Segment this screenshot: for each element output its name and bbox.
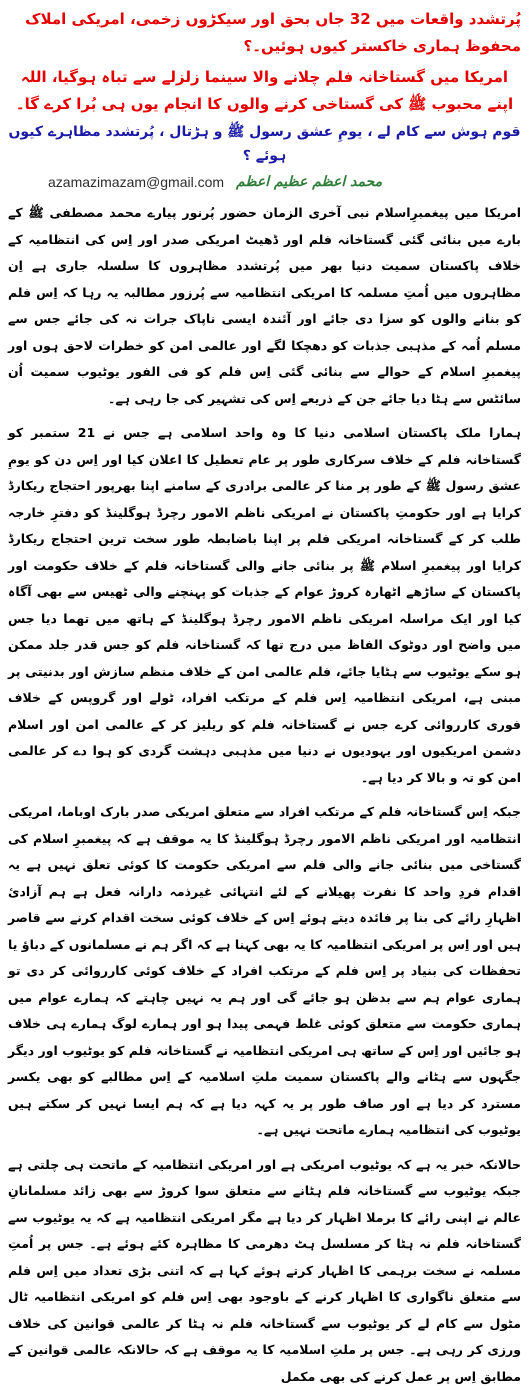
author-name: محمد اعظم عظیم اعظم bbox=[236, 174, 382, 190]
article-paragraph-3: جبکہ اِس گستاخانہ فلم کے مرتکب افراد سے متعلق امریکی صدر بارک اوباما، امریکی انتظامیہ اور امریکی ناظم الامور رچرڈ ہوگلینڈ کا یہ موقف ہے کہ پیغمبرِ اسلام کی گستاخی میں بنائی جانے والی فلم سے امریکی حکومت کا کوئی تعلق نہیں ہے یہ اقدام فردِ واحد کا نفرت پھیلانے کے لئے انتہائی غیرذمہ دارانہ فعل ہے ہم آزادیٔ اظہارِ رائے کی بنا پر فائدہ دیتے ہوئے اِس کے خلاف کوئی سخت اقدام کرنے سے قاصر ہیں اور اِس پر امریکی انتظامیہ کا یہ بھی کہنا ہے کہ اگر ہم نے مسلمانوں کے دباؤ یا تحفظات کی بنیاد پر اِس فلم کے مرتکب افراد کے خلاف کوئی کارروائی کر دی تو ہماری عوام ہم سے بدظن ہو جائے گی اور ہم یہ نہیں چاہتے کہ ہمارے عوام میں ہماری حکومت سے متعلق کوئی غلط فہمی پیدا ہو اور ہمارے لوگ ہمارے ہی خلاف ہو جائیں اور اِس کے ساتھ ہی امریکی انتظامیہ نے گستاخانہ فلم کو یوٹیوب اور دیگر جگہوں سے ہٹانے والے پاکستان سمیت ملتِ اسلامیہ کے اِس مطالبے کو بھی یکسر مسترد کر دیا ہے اور صاف طور پر یہ کہہ دیا ہے کہ ہم ایسا نہیں کر سکتے ہیں یوٹیوب کی انتظامیہ ہمارے ماتحت نہیں ہے۔ bbox=[8, 799, 521, 1144]
article-paragraph-2: ہمارا ملک پاکستان اسلامی دنیا کا وہ واحد اسلامی ہے جس نے 21 ستمبر کو گستاخانہ فلم کے خلاف سرکاری طور پر عام تعطیل کا اعلان کیا اور اِس دن کو یومِ عشق رسول ﷺ کے طور پر منا کر عالمی برادری کے سامنے اپنا بھرپور احتجاج ریکارڈ کرایا ہے اور حکومتِ پاکستان نے امریکی ناظم الامور رچرڈ ہوگلینڈ کو دفترِ خارجہ طلب کر کے گستاخانہ امریکی فلم پر اپنا باضابطہ طور سخت ترین احتجاج ریکارڈ کرایا اور پیغمبرِ اسلام ﷺ پر بنائی جانے والی گستاخانہ فلم کے خلاف حکومت اور پاکستان کے ساڑھے اٹھارہ کروڑ عوام کے جذبات کو پہنچنے والی ٹھیس سے بھی آگاہ کیا اور ایک مراسلہ امریکی ناظم الامور رچرڈ ہوگلینڈ کے ہاتھ میں تھما دیا جس میں واضح اور دوٹوک الفاظ میں درج تھا کہ گستاخانہ فلم کو جس قدر جلد ممکن ہو سکے یوٹیوب سے ہٹایا جائے، فلم عالمی امن کے خلاف منظم سازش اور بدنیتی پر مبنی ہے، امریکی انتظامیہ اِس فلم کے مرتکب افراد، ٹولے اور گروپس کے خلاف فوری کارروائی کرے جس نے گستاخانہ فلم کو ریلیز کر کے عالمی امن اور اسلام دشمن امریکیوں اور یہودیوں نے دنیا میں مذہبی دہشت گردی کو ہوا دے کر عالمی امن کو تہ و بالا کر دیا ہے۔ bbox=[8, 420, 521, 791]
headline-secondary: امریکا میں گستاخانہ فلم چلانے والا سینما زلزلے سے تباہ ہوگیا، اللہ اپنے محبوب ﷺ کی گستاخی کرنے والوں کا انجام یوں ہی بُرا کرے گا۔ bbox=[8, 64, 521, 118]
article-paragraph-1: امریکا میں پیغمبرِاسلام نبی آخری الزمان حضور پُرنور پیارے محمد مصطفی ﷺ کے بارے میں بنائی گئی گستاخانہ فلم اور ڈھیٹ امریکی صدر اور اِس کی انتظامیہ کے خلاف پاکستان سمیت دنیا بھر میں پُرتشدد مظاہروں کا سلسلہ جاری ہے اِن مظاہروں میں اُمتِ مسلمہ کا امریکی انتظامیہ سے پُرزور مطالبہ یہ رہا کہ اِس فلم کو بنانے والوں کو سزا دی جائے اور آئندہ ایسی ناپاک جرات نہ کی جائے جس سے مسلم اُمہ کے مذہبی جذبات کو دھچکا لگے اور عالمی امن کو خطرات لاحق ہوں اور پیغمبرِ اسلام کے حوالے سے بنائی گئی اِس فلم کو فی الفور یوٹیوب سمیت اُن سائٹس سے ہٹا دیا جائے جن کے ذریعے اِس کی تشہیر کی جا رہی ہے۔ bbox=[8, 200, 521, 412]
headline-primary: پُرتشدد واقعات میں 32 جاں بحق اور سیکڑوں زخمی، امریکی املاک محفوظ ہماری خاکستر کیوں ہوئیں۔؟ bbox=[8, 6, 521, 60]
byline bbox=[48, 174, 521, 190]
subheadline: قوم ہوش سے کام لے ، یومِ عشق رسول ﷺ و ہڑتال ، پُرتشدد مظاہرے کیوں ہوئے ؟ bbox=[8, 120, 521, 168]
author-email[interactable]: azamazimazam@gmail.com bbox=[48, 174, 224, 190]
article-paragraph-4: حالانکہ خبر یہ ہے کہ یوٹیوب امریکی ہے اور امریکی انتظامیہ کے ماتحت ہی چلتی ہے جبکہ یوٹیوب سے گستاخانہ فلم ہٹانے سے متعلق سوا کروڑ سے بھی زائد مسلمانانِ عالم نے اپنی رائے کا برملا اظہار کر دیا ہے مگر امریکی انتظامیہ ہے کہ یہ یوٹیوب سے گستاخانہ فلم نہ ہٹا کر مسلسل ہٹ دھرمی کا مظاہرہ کئے ہوئے ہے۔ جس پر اُمتِ مسلمہ نے سخت برہمی کا اظہار کرتے ہوئے کہا ہے کہ اتنی بڑی تعداد میں اِس فلم سے متعلق ناگواری کا اظہار کرنے کے باوجود بھی اِس فلم کو امریکی انتظامیہ ٹال مٹول سے کام لے کر یوٹیوب سے گستاخانہ فلم نہ ہٹا کر عالمی قوانین کی خلاف ورزی کر رہی ہے۔ جس پر ملتِ اسلامیہ کا یہ موقف ہے کہ حالانکہ عالمی قوانین کے مطابق اِس پر عمل کرنے کی بھی مکمل bbox=[8, 1152, 521, 1390]
